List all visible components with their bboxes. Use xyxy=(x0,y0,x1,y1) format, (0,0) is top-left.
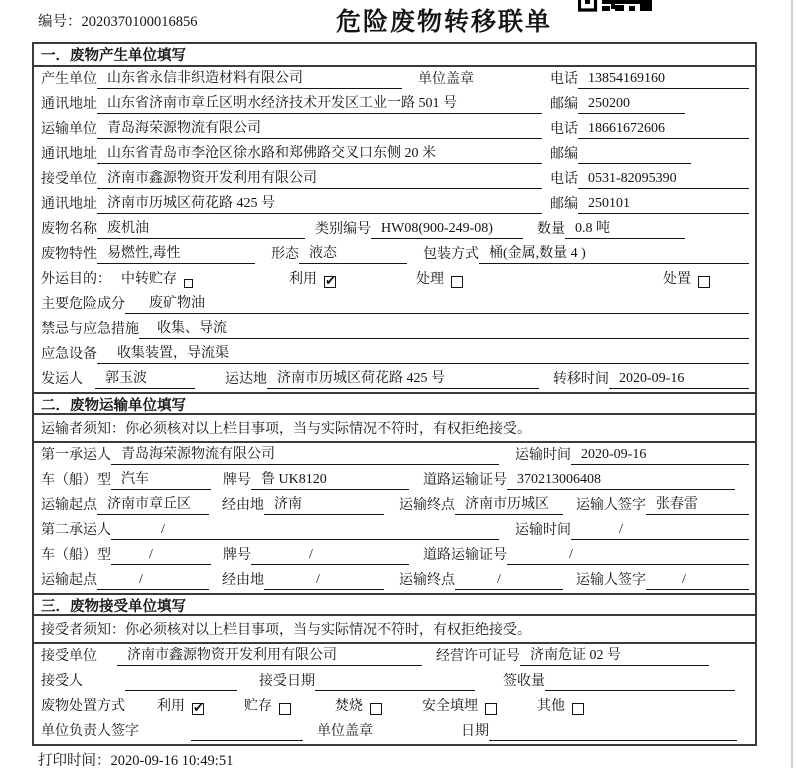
transport-time-value: / xyxy=(571,521,749,540)
doc-number-value: 2020370100016856 xyxy=(81,14,198,30)
stamp-label: 单位盖章 xyxy=(418,72,474,87)
carrier1-value: 青岛海荣源物流有限公司 xyxy=(111,446,499,465)
road-permit-value: 370213006408 xyxy=(507,471,735,490)
purpose-option-dispose-label: 处置 xyxy=(663,272,691,287)
carrier2-value: / xyxy=(111,521,499,540)
page-title: 危险废物转移联单 xyxy=(336,9,553,36)
plate-value: 鲁 UK8120 xyxy=(251,471,409,490)
row-transporter-address xyxy=(34,142,755,167)
taboo-value: 收集、导流 xyxy=(139,320,749,339)
page-edge-line xyxy=(791,0,793,768)
row-waste-name xyxy=(34,217,755,242)
purpose-option-transfer-storage-label: 中转贮存 xyxy=(121,272,177,287)
address-label: 通讯地址 xyxy=(41,197,97,212)
zip-value: 250101 xyxy=(578,195,749,214)
receiver-notice: 接受者须知：你必须核对以上栏目事项，当与实际情况不符时，有权拒绝接受。 xyxy=(34,616,755,644)
zip-label: 邮编 xyxy=(550,97,578,112)
disposal-checkbox-other xyxy=(572,703,584,715)
waste-qty-label: 数量 xyxy=(537,222,565,237)
waste-traits-value: 易燃性,毒性 xyxy=(97,245,255,264)
row-waste-traits xyxy=(34,242,755,267)
phone-value: 13854169160 xyxy=(578,70,749,89)
transporter-notice: 运输者须知：你必须核对以上栏目事项，当与实际情况不符时，有权拒绝接受。 xyxy=(34,415,755,443)
address-label: 通讯地址 xyxy=(41,97,97,112)
waste-pack-value: 桶(金属,数量 4 ) xyxy=(479,245,749,264)
route-start-value: 济南市章丘区 xyxy=(97,496,209,515)
purpose-checkbox-transfer-storage xyxy=(184,279,193,288)
receipt-qty-label: 签收量 xyxy=(503,674,545,689)
row-dispatch xyxy=(34,367,755,392)
row-receiver xyxy=(34,167,755,192)
row-carrier2 xyxy=(34,518,755,543)
transporter-value: 青岛海荣源物流有限公司 xyxy=(97,120,542,139)
doc-number xyxy=(38,10,198,31)
route-via-label: 经由地 xyxy=(222,498,264,513)
doc-number-label: 编号： xyxy=(38,14,82,30)
row-vehicle2 xyxy=(34,543,755,568)
phone-value: 18661672606 xyxy=(578,120,749,139)
print-time-value: 2020-09-16 10:49:51 xyxy=(110,753,234,768)
equipment-value: 收集装置，导流渠 xyxy=(97,345,749,364)
carrier-sign-value: / xyxy=(646,571,749,590)
disposal-checkbox-storage xyxy=(279,703,291,715)
zip-value: 250200 xyxy=(578,95,685,114)
purpose-option-treat-label: 处理 xyxy=(416,272,444,287)
transporter-label: 运输单位 xyxy=(41,122,97,137)
row-route1 xyxy=(34,493,755,518)
transfer-form-table xyxy=(32,42,757,746)
print-time-label: 打印时间： xyxy=(38,753,111,768)
route-end-label: 运输终点 xyxy=(399,573,455,588)
zip-label: 邮编 xyxy=(550,147,578,162)
purpose-checkbox-utilize xyxy=(324,276,336,288)
purpose-checkbox-treat xyxy=(451,276,463,288)
route-end-label: 运输终点 xyxy=(399,498,455,513)
carrier1-label: 第一承运人 xyxy=(41,448,111,463)
transfer-time-label: 转移时间 xyxy=(553,372,609,387)
zip-label: 邮编 xyxy=(550,197,578,212)
responsible-sign-label: 单位负责人签字 xyxy=(41,724,139,739)
carrier2-label: 第二承运人 xyxy=(41,523,111,538)
accept-date-label: 接受日期 xyxy=(259,674,315,689)
receiver-value: 济南市鑫源物资开发利用有限公司 xyxy=(97,170,542,189)
date-label: 日期 xyxy=(461,724,489,739)
destination-label: 运达地 xyxy=(225,372,267,387)
route-via-value: / xyxy=(264,571,384,590)
phone-value: 0531-82095390 xyxy=(578,170,749,189)
transfer-time-value: 2020-09-16 xyxy=(609,370,749,389)
date-value xyxy=(489,740,737,741)
hazard-label: 主要危险成分 xyxy=(41,297,125,312)
waste-qty-value: 0.8 吨 xyxy=(565,220,685,239)
phone-label: 电话 xyxy=(550,172,578,187)
business-permit-label: 经营许可证号 xyxy=(436,649,520,664)
row-signoff xyxy=(34,719,755,744)
road-permit-value: / xyxy=(507,546,749,565)
transport-time-value: 2020-09-16 xyxy=(571,446,749,465)
unit-stamp-label: 单位盖章 xyxy=(317,724,373,739)
disposal-checkbox-utilize xyxy=(192,703,204,715)
waste-name-value: 废机油 xyxy=(97,220,305,239)
row-transporter xyxy=(34,117,755,142)
row-accepting-unit xyxy=(34,644,755,669)
row-hazard-component xyxy=(34,292,755,317)
purpose-checkbox-dispose xyxy=(698,276,710,288)
waste-pack-label: 包装方式 xyxy=(423,247,479,262)
waste-traits-label: 废物特性 xyxy=(41,247,97,262)
business-permit-value: 济南危证 02 号 xyxy=(520,647,709,666)
route-via-value: 济南 xyxy=(264,496,384,515)
transport-time-label: 运输时间 xyxy=(515,448,571,463)
row-disposal-method xyxy=(34,694,755,719)
qr-code-fragment-icon xyxy=(578,0,652,12)
route-start-label: 运输起点 xyxy=(41,573,97,588)
row-transfer-purpose xyxy=(34,267,755,292)
vehicle-type-value: 汽车 xyxy=(111,471,211,490)
waste-code-label: 类别编号 xyxy=(315,222,371,237)
road-permit-label: 道路运输证号 xyxy=(423,548,507,563)
equipment-label: 应急设备 xyxy=(41,347,97,362)
hazard-value: 废矿物油 xyxy=(125,295,749,314)
address-value: 山东省济南市章丘区明水经济技术开发区工业一路 501 号 xyxy=(97,95,542,114)
address-value: 山东省青岛市李沧区徐水路和郑佛路交叉口东侧 20 米 xyxy=(97,145,542,164)
dispatcher-label: 发运人 xyxy=(41,372,83,387)
waste-form-value: 液态 xyxy=(299,245,407,264)
row-producer-address xyxy=(34,92,755,117)
row-taboo-measures xyxy=(34,317,755,342)
acceptor-value xyxy=(125,690,237,691)
dispatcher-value: 郭玉波 xyxy=(95,370,195,389)
zip-value xyxy=(578,163,691,164)
producer-label: 产生单位 xyxy=(41,72,97,87)
disposal-option-utilize-label: 利用 xyxy=(157,699,185,714)
transport-time-label: 运输时间 xyxy=(515,523,571,538)
receiver-label: 接受单位 xyxy=(41,172,97,187)
route-start-value: / xyxy=(97,571,209,590)
address-label: 通讯地址 xyxy=(41,147,97,162)
accepting-unit-label: 接受单位 xyxy=(41,649,97,664)
section1-header: 一．废物产生单位填写 xyxy=(34,44,755,67)
waste-form-label: 形态 xyxy=(271,247,299,262)
address-value: 济南市历城区荷花路 425 号 xyxy=(97,195,542,214)
accept-date-value xyxy=(315,690,475,691)
carrier-sign-value: 张春雷 xyxy=(646,496,749,515)
purpose-option-utilize-label: 利用 xyxy=(289,272,317,287)
route-end-value: 济南市历城区 xyxy=(455,496,563,515)
responsible-sign-value xyxy=(191,740,303,741)
route-start-label: 运输起点 xyxy=(41,498,97,513)
row-acceptance xyxy=(34,669,755,694)
vehicle-type-label: 车（船）型 xyxy=(41,548,111,563)
row-route2 xyxy=(34,568,755,593)
route-via-label: 经由地 xyxy=(222,573,264,588)
phone-label: 电话 xyxy=(550,122,578,137)
plate-label: 牌号 xyxy=(223,548,251,563)
row-receiver-address xyxy=(34,192,755,217)
disposal-option-landfill-label: 安全填埋 xyxy=(422,699,478,714)
row-emergency-equipment xyxy=(34,342,755,367)
section2-header: 二．废物运输单位填写 xyxy=(34,392,755,415)
waste-code-value: HW08(900-249-08) xyxy=(371,220,523,239)
accepting-unit-value: 济南市鑫源物资开发利用有限公司 xyxy=(117,647,422,666)
row-vehicle1 xyxy=(34,468,755,493)
phone-label: 电话 xyxy=(550,72,578,87)
print-time xyxy=(38,749,233,768)
disposal-option-other-label: 其他 xyxy=(537,699,565,714)
destination-value: 济南市历城区荷花路 425 号 xyxy=(267,370,539,389)
receipt-qty-value xyxy=(545,690,735,691)
disposal-checkbox-incinerate xyxy=(370,703,382,715)
taboo-label: 禁忌与应急措施 xyxy=(41,322,139,337)
disposal-option-storage-label: 贮存 xyxy=(244,699,272,714)
purpose-label: 外运目的： xyxy=(41,272,111,287)
disposal-option-incinerate-label: 焚烧 xyxy=(335,699,363,714)
disposal-method-label: 废物处置方式 xyxy=(41,699,125,714)
acceptor-label: 接受人 xyxy=(41,674,83,689)
producer-value: 山东省永信非织造材料有限公司 xyxy=(97,70,402,89)
row-carrier1 xyxy=(34,443,755,468)
vehicle-type-value: / xyxy=(111,546,211,565)
carrier-sign-label: 运输人签字 xyxy=(576,573,646,588)
disposal-checkbox-landfill xyxy=(485,703,497,715)
vehicle-type-label: 车（船）型 xyxy=(41,473,111,488)
plate-value: / xyxy=(251,546,409,565)
waste-name-label: 废物名称 xyxy=(41,222,97,237)
carrier-sign-label: 运输人签字 xyxy=(576,498,646,513)
plate-label: 牌号 xyxy=(223,473,251,488)
road-permit-label: 道路运输证号 xyxy=(423,473,507,488)
route-end-value: / xyxy=(455,571,563,590)
section3-header: 三．废物接受单位填写 xyxy=(34,593,755,616)
row-producer xyxy=(34,67,755,92)
